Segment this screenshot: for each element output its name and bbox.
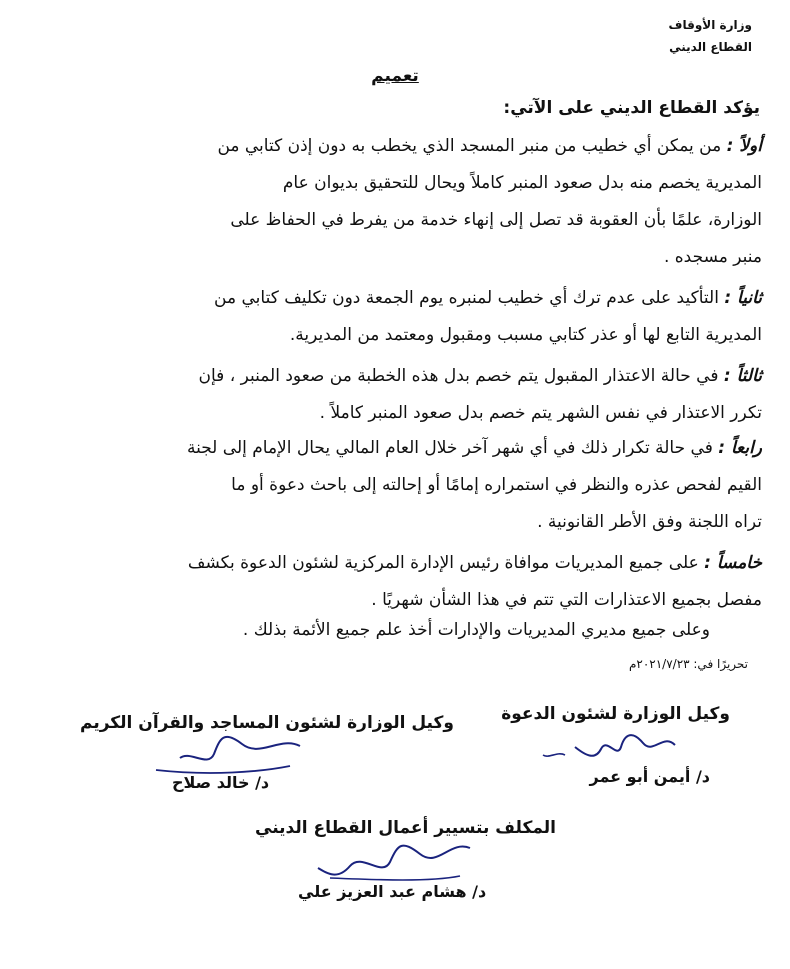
ministry-header <box>669 14 752 58</box>
item-line: تراه اللجنة وفق الأطر القانونية . <box>537 512 762 532</box>
item-line: التأكيد على عدم ترك أي خطيب لمنبره يوم الجمعة دون تكليف كتابي من <box>214 288 719 308</box>
sector-name: القطاع الديني <box>669 40 752 54</box>
item-line: المديرية التابع لها أو عذر كتابي مسبب ومقبول ومعتمد من المديرية. <box>289 325 762 345</box>
issue-date: تحريرًا في: ٢٠٢١/٧/٢٣م <box>628 657 748 671</box>
item-line: مفصل بجميع الاعتذارات التي تتم في هذا الشأن شهريًا . <box>371 590 762 610</box>
item-second <box>42 280 762 354</box>
ministry-name: وزارة الأوقاف <box>668 18 752 32</box>
item-label: أولاً : <box>726 136 762 156</box>
item-line: في حالة الاعتذار المقبول يتم خصم بدل هذه الخطبة من صعود المنبر ، فإن <box>198 366 719 386</box>
document-title: تعميم <box>371 66 419 86</box>
item-label: ثانياً : <box>724 288 762 308</box>
signatory-title-sector: المكلف بتسيير أعمال القطاع الديني <box>255 818 556 838</box>
item-line: من يمكن أي خطيب من منبر المسجد الذي يخطب به دون إذن كتابي من <box>217 136 722 156</box>
item-label: خامساً : <box>704 553 762 573</box>
handwritten-signature-dawa <box>535 725 685 770</box>
item-fourth <box>42 430 762 541</box>
signatory-name-sector: د/ هشام عبد العزيز علي <box>298 882 487 901</box>
item-line: القيم لفحص عذره والنظر في استمراره إمامًا أو إحالته إلى باحث دعوة أو ما <box>231 475 762 495</box>
item-fifth <box>42 545 762 619</box>
item-line: في حالة تكرار ذلك في أي شهر آخر خلال العام المالي يحال الإمام إلى لجنة <box>186 438 713 458</box>
signatory-name-dawa: د/ أيمن أبو عمر <box>589 767 710 786</box>
item-label: ثالثاً : <box>723 366 762 386</box>
signatory-title-mosques: وكيل الوزارة لشئون المساجد والقرآن الكريم <box>80 713 454 733</box>
handwritten-signature-sector <box>310 838 480 886</box>
item-first <box>42 128 762 276</box>
signatory-name-mosques: د/ خالد صلاح <box>172 773 270 792</box>
item-line: الوزارة، علمًا بأن العقوبة قد تصل إلى إنهاء خدمة من يفرط في الحفاظ على <box>230 210 762 230</box>
signatory-title-dawa: وكيل الوزارة لشئون الدعوة <box>501 704 730 724</box>
item-line: على جميع المديريات موافاة رئيس الإدارة المركزية لشئون الدعوة بكشف <box>187 553 699 573</box>
item-line: منبر مسجده . <box>663 247 762 267</box>
item-third <box>42 358 762 432</box>
item-label: رابعاً : <box>718 438 762 458</box>
item-line: تكرر الاعتذار في نفس الشهر يتم خصم بدل صعود المنبر كاملاً . <box>319 403 762 423</box>
closing-line: وعلى جميع مديري المديريات والإدارات أخذ علم جميع الأئمة بذلك . <box>242 620 710 640</box>
item-line: المديرية يخصم منه بدل صعود المنبر كاملاً ويحال للتحقيق بديوان عام <box>282 173 762 193</box>
intro-line: يؤكد القطاع الديني على الآتي: <box>503 98 760 118</box>
